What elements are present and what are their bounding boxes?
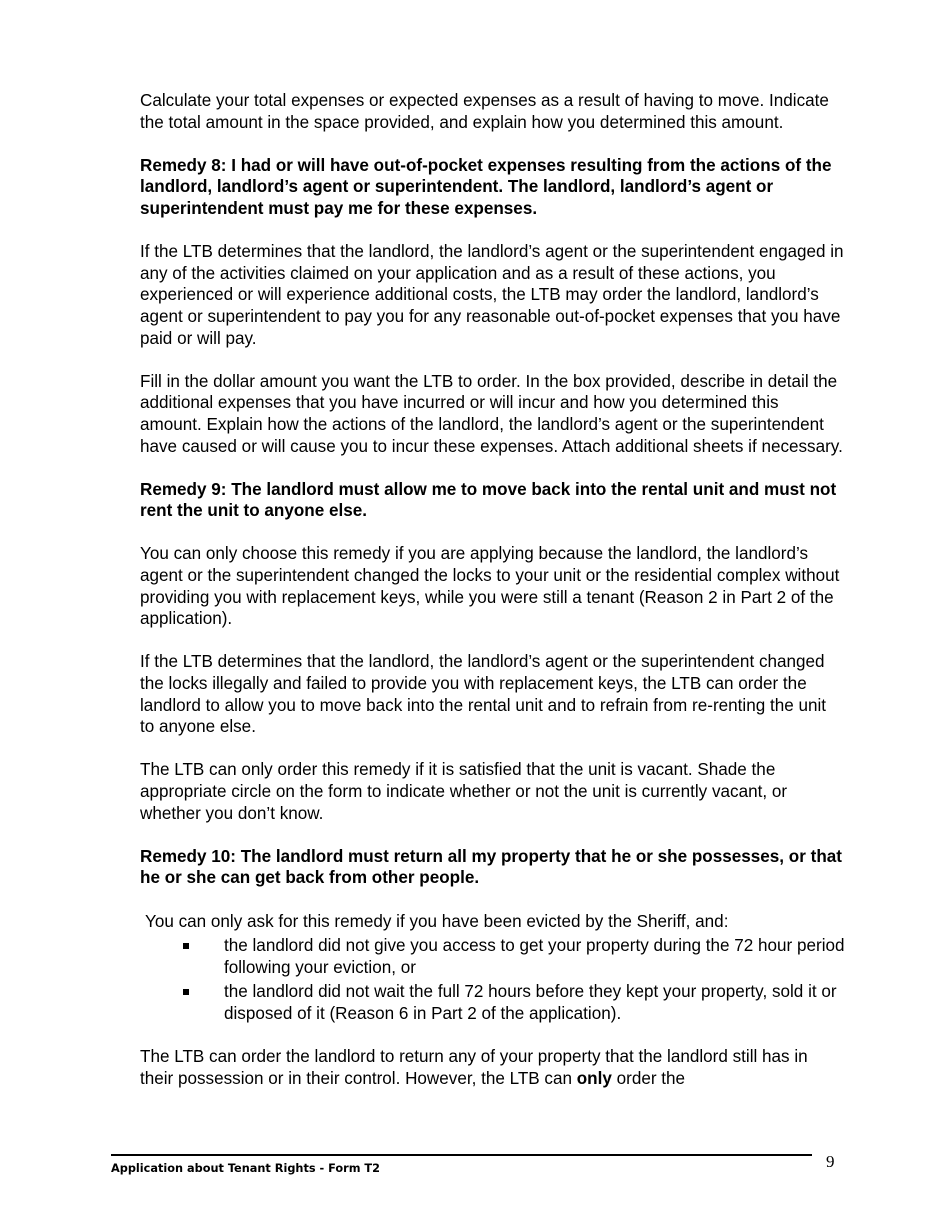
paragraph-ltb-determines-costs: If the LTB determines that the landlord, the landlord’s agent or the superintendent engaged in any of the activities claimed on your application and as a result of these actions, you experienced or will experience additional costs, the LTB may order the landlord, landlord’s agent or superintendent to pay you for any reasonable out-of-pocket expenses that you have paid or will pay. — [140, 242, 844, 348]
square-bullet-icon — [183, 989, 189, 995]
list-item — [140, 935, 845, 978]
paragraph-only-choose-remedy: You can only choose this remedy if you are applying because the landlord, the landlord’s agent or the superintendent changed the locks to your unit or the residential complex without providing you with replacement keys, while you were still a tenant (Reason 2 in Part 2 of the application). — [140, 544, 840, 629]
paragraph-return-property — [140, 1046, 845, 1089]
paragraph-text-end: order the — [611, 1068, 686, 1088]
list-item-text: the landlord did not wait the full 72 hours before they kept your property, sold it or disposed of it (Reason 6 in Part 2 of the application). — [224, 982, 837, 1023]
remedy-10-heading: Remedy 10: The landlord must return all my property that he or she possesses, or that he or she can get back from other people. — [140, 846, 842, 888]
paragraph-fill-dollar-amount: Fill in the dollar amount you want the LTB to order. In the box provided, describe in detail the additional expenses that you have incurred or will incur and how you determined this amount. Explain how the actions of the landlord, the landlord’s agent or the superintendent have caused or will cause you to incur these expenses. Attach additional sheets if necessary. — [140, 371, 843, 456]
conditions-list — [140, 935, 845, 1024]
footer-rule — [111, 1154, 812, 1156]
document-body — [140, 90, 845, 1111]
footer-title: Application about Tenant Rights - Form T2 — [111, 1162, 380, 1175]
paragraph-text: The LTB can order the landlord to return any of your property that the landlord still has in their possession or in their control. However, the LTB can — [140, 1047, 808, 1088]
page-number: 9 — [826, 1152, 835, 1171]
emphasis-text: only — [576, 1068, 612, 1088]
paragraph-sheriff-eviction: You can only ask for this remedy if you have been evicted by the Sheriff, and: — [145, 911, 729, 931]
square-bullet-icon — [183, 943, 189, 949]
paragraph-locks-changed: If the LTB determines that the landlord, the landlord’s agent or the superintendent changed the locks illegally and failed to provide you with replacement keys, the LTB can order the landlord to allow you to move back into the rental unit and to refrain from re-renting the unit to anyone else. — [140, 652, 827, 737]
remedy-8-heading: Remedy 8: I had or will have out-of-pocket expenses resulting from the actions of the landlord, landlord’s agent or superintendent. The landlord, landlord’s agent or superintendent must pay me for these expenses. — [140, 155, 832, 218]
paragraph-unit-vacant: The LTB can only order this remedy if it is satisfied that the unit is vacant. Shade the appropriate circle on the form to indicate whether or not the unit is currently vacant, or whether you don’t know. — [140, 760, 788, 823]
list-item — [140, 981, 845, 1024]
remedy-9-heading: Remedy 9: The landlord must allow me to move back into the rental unit and must not rent the unit to anyone else. — [140, 479, 837, 521]
paragraph-move-expenses: Calculate your total expenses or expected expenses as a result of having to move. Indicate the total amount in the space provided, and explain how you determined this amount. — [140, 91, 829, 132]
list-item-text: the landlord did not give you access to get your property during the 72 hour period following your eviction, or — [224, 936, 845, 977]
